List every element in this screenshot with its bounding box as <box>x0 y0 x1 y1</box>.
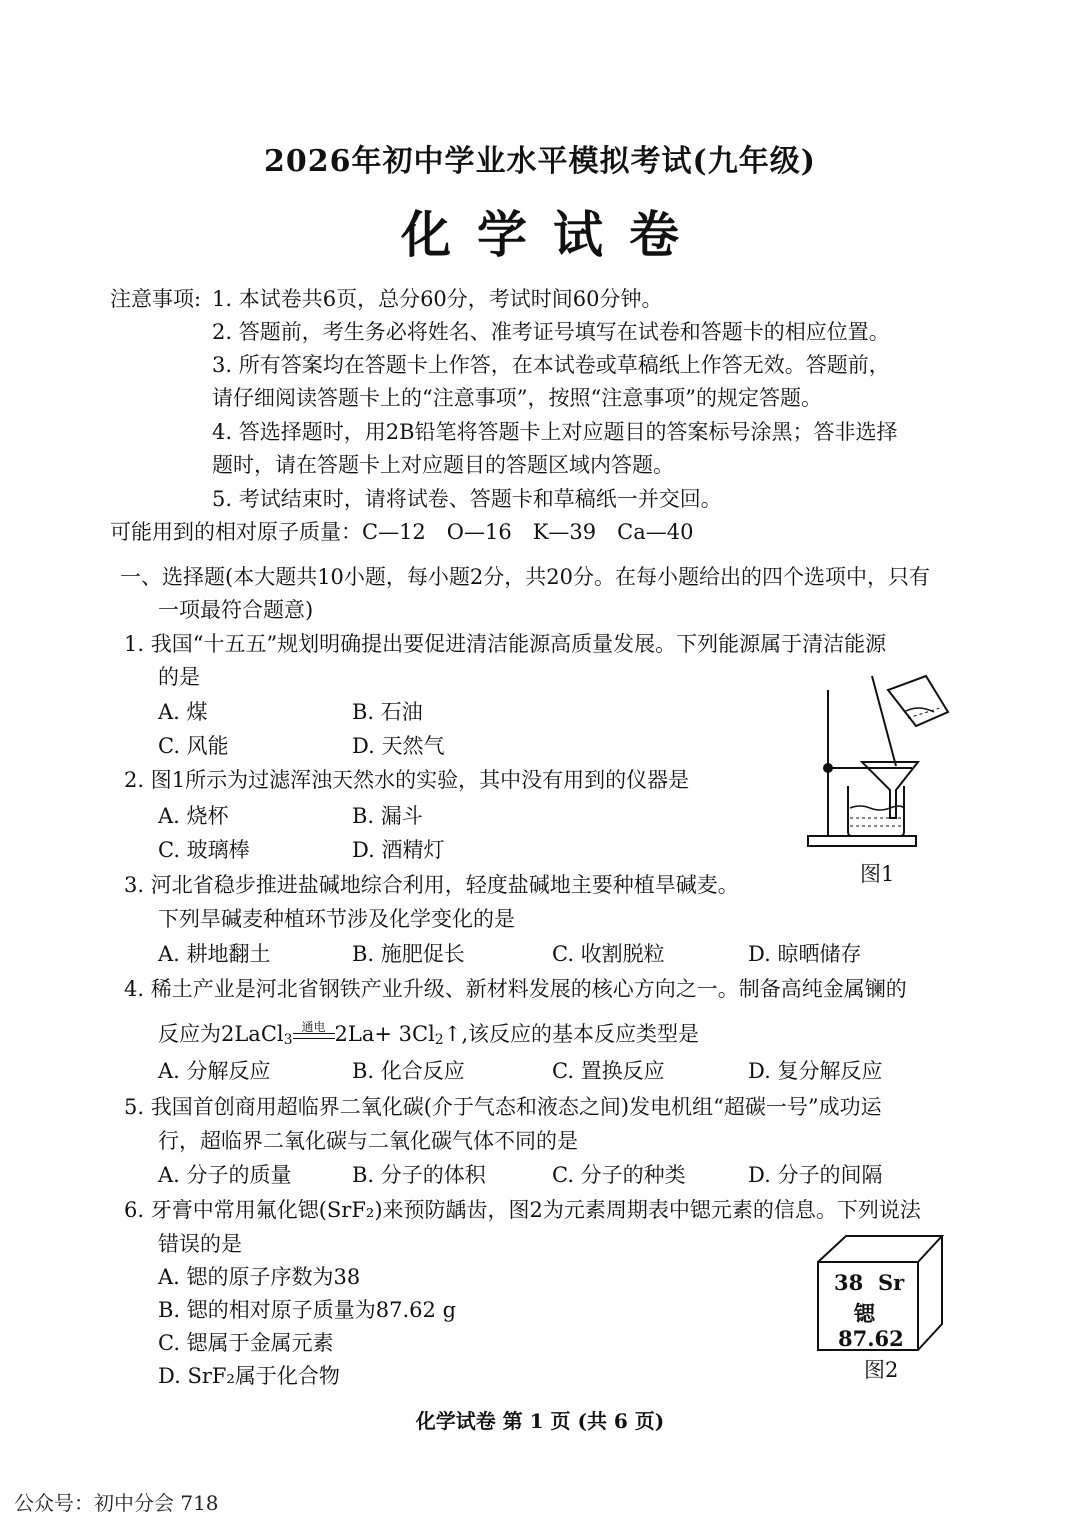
q6-option-a: A. 锶的原子序数为38 <box>158 1265 361 1289</box>
q4-option-b: B. 化合反应 <box>352 1059 465 1083</box>
notice-item-1: 1. 本试卷共6页，总分60分，考试时间60分钟。 <box>212 287 663 311</box>
q3-option-a: A. 耕地翻土 <box>158 942 271 966</box>
q3-stem-cont: 下列旱碱麦种植环节涉及化学变化的是 <box>158 907 515 931</box>
q5-stem-cont: 行，超临界二氧化碳与二氧化碳气体不同的是 <box>158 1129 578 1153</box>
atomic-masses: 可能用到的相对原子质量：C—12 O—16 K—39 Ca—40 <box>110 520 694 544</box>
notice-label: 注意事项: <box>110 287 202 311</box>
q5-stem: 5. 我国首创商用超临界二氧化碳(介于气态和液态之间)发电机组“超碳一号”成功运 <box>124 1095 882 1119</box>
q1-option-b: B. 石油 <box>352 700 423 724</box>
q3-stem: 3. 河北省稳步推进盐碱地综合利用，轻度盐碱地主要种植旱碱麦。 <box>124 873 739 897</box>
q2-option-d: D. 酒精灯 <box>352 838 445 862</box>
element-atomic-number: 38 <box>834 1270 864 1295</box>
q4-eq-sub1: 3 <box>283 1032 293 1048</box>
q5-option-b: B. 分子的体积 <box>352 1163 486 1187</box>
notice-item-4: 4. 答选择题时，用2B铅笔将答题卡上对应题目的答案标号涂黑；答非选择 <box>212 420 898 444</box>
q3-option-c: C. 收割脱粒 <box>552 942 665 966</box>
element-name: 锶 <box>854 1301 875 1326</box>
q4-equation <box>158 1019 699 1052</box>
notice-item-5: 5. 考试结束时，请将试卷、答题卡和草稿纸一并交回。 <box>212 487 722 511</box>
q5-option-d: D. 分子的间隔 <box>748 1163 883 1187</box>
notice-item-2: 2. 答题前，考生务必将姓名、准考证号填写在试卷和答题卡的相应位置。 <box>212 320 890 344</box>
notice-item-4-cont: 题时，请在答题卡上对应题目的答题区域内答题。 <box>212 453 674 477</box>
figure1-caption: 图1 <box>860 862 895 886</box>
section1-heading: 一、选择题(本大题共10小题，每小题2分，共20分。在每小题给出的四个选项中，只有 <box>120 565 930 589</box>
q5-option-c: C. 分子的种类 <box>552 1163 686 1187</box>
q1-option-c: C. 风能 <box>158 734 229 758</box>
q4-stem: 4. 稀土产业是河北省钢铁产业升级、新材料发展的核心方向之一。制备高纯金属镧的 <box>124 977 907 1001</box>
q4-eq-sub2: 2 <box>434 1032 444 1048</box>
filtration-apparatus-figure <box>800 668 950 858</box>
q6-stem-cont: 错误的是 <box>158 1232 242 1256</box>
q1-stem: 1. 我国“十五五”规划明确提出要促进清洁能源高质量发展。下列能源属于清洁能源 <box>124 632 887 656</box>
q4-eq-prefix: 反应为2LaCl <box>158 1022 284 1046</box>
q2-option-a: A. 烧杯 <box>158 804 229 828</box>
q3-option-b: B. 施肥促长 <box>352 942 465 966</box>
q4-eq-middle: 2La+ 3Cl <box>334 1022 435 1046</box>
q4-eq-suffix: ↑,该反应的基本反应类型是 <box>443 1022 699 1046</box>
q3-option-d: D. 晾晒储存 <box>748 942 862 966</box>
notice-item-3: 3. 所有答案均在答题卡上作答，在本试卷或草稿纸上作答无效。答题前， <box>212 353 890 377</box>
q6-option-c: C. 锶属于金属元素 <box>158 1331 334 1355</box>
q1-option-a: A. 煤 <box>158 700 208 724</box>
element-symbol: Sr <box>878 1270 905 1295</box>
q6-stem: 6. 牙膏中常用氟化锶(SrF₂)来预防龋齿，图2为元素周期表中锶元素的信息。下列说法 <box>124 1198 921 1222</box>
figure2-caption: 图2 <box>864 1358 899 1382</box>
notice-item-3-cont: 请仔细阅读答题卡上的“注意事项”，按照“注意事项”的规定答题。 <box>212 386 822 410</box>
q5-option-a: A. 分子的质量 <box>158 1163 292 1187</box>
q4-option-a: A. 分解反应 <box>158 1059 271 1083</box>
equation-arrow <box>293 1019 335 1043</box>
q1-stem-cont: 的是 <box>158 665 200 689</box>
element-atomic-mass: 87.62 <box>838 1326 904 1351</box>
q2-stem: 2. 图1所示为过滤浑浊天然水的实验，其中没有用到的仪器是 <box>124 768 690 792</box>
q4-option-d: D. 复分解反应 <box>748 1059 883 1083</box>
q1-option-d: D. 天然气 <box>352 734 445 758</box>
q4-eq-condition: 通电 <box>301 1019 326 1034</box>
exam-title: 2026年初中学业水平模拟考试(九年级) <box>264 144 816 179</box>
q6-option-b: B. 锶的相对原子质量为87.62 g <box>158 1298 457 1322</box>
section1-heading-cont: 一项最符合题意) <box>158 598 314 622</box>
q4-option-c: C. 置换反应 <box>552 1059 665 1083</box>
q6-option-d: D. SrF₂属于化合物 <box>158 1364 340 1388</box>
page-footer: 化学试卷 第 1 页 (共 6 页) <box>415 1409 665 1433</box>
q2-option-b: B. 漏斗 <box>352 804 423 828</box>
q2-option-c: C. 玻璃棒 <box>158 838 250 862</box>
subject-title: 化学试卷 <box>401 205 705 264</box>
watermark-text: 公众号：初中分会 718 <box>14 1491 219 1515</box>
